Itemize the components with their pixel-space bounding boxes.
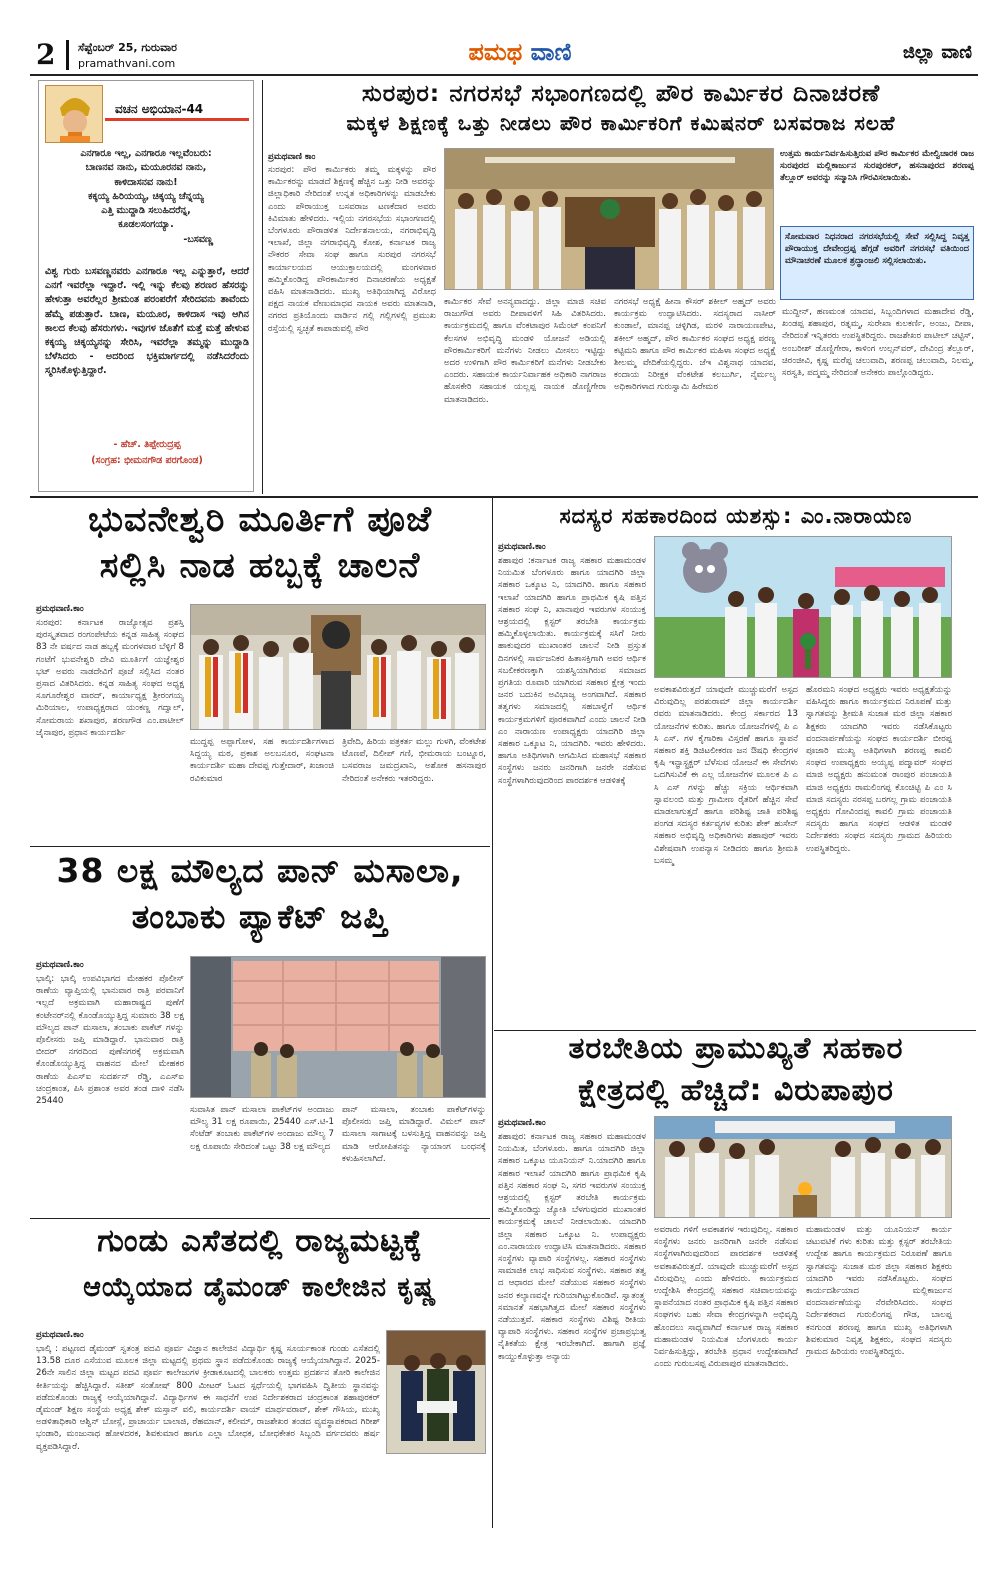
article2-col2: ಮುದ್ದಪ್ಪ ಅಪ್ಪಾಗೋಳ, ಸಹ ಕಾರ್ಯದರ್ಶಿಗಳಾದ ಸಿದ್ದಯ್ಯ ಮಠ, ಪ್ರಕಾಶ ಅಲಬನೂರ, ಸಂಘಟನಾ ಕಾರ್ಯದರ್ಶಿ ಮಹಾ ದೇವಪ್ಪ ಗುತ್ತೇದಾರ್, ಖಜಾಂಚಿ ರವಿಕುಮಾರ xyxy=(190,737,334,784)
article6-byline: ಪ್ರಮಥವಾಣಿ.ಕಾಂ xyxy=(498,1118,546,1128)
article1-headline-1: ಸುರಪುರ: ನಗರಸಭೆ ಸಭಾಂಗಣದಲ್ಲಿ ಪೌರ ಕಾರ್ಮಿಕರ ದಿನಾಚರಣೆ xyxy=(361,79,881,107)
article3-byline: ಪ್ರಮಥವಾಣಿ.ಕಾಂ xyxy=(36,960,84,970)
page-number: 2 xyxy=(36,38,56,71)
poem-line: ಬಾಣನವ ನಾನು, ಮಯೂರನವ ನಾನು, xyxy=(85,162,207,174)
poem-author: -ಬಸವಣ್ಣ xyxy=(183,233,213,245)
vachana-poem xyxy=(43,147,249,247)
article3-photo xyxy=(190,956,486,1098)
poem-line: ಎನಗಾರೂ ಇಲ್ಲ, ಎನಗಾರೂ ಇಲ್ಲವೆಂಬರು: xyxy=(80,148,212,159)
article5-col3: ಹೊರಮನಿ ಸಂಘದ ಅಧ್ಯಕ್ಷರು ಇವರು ಅಧ್ಯಕ್ಷತೆಯನ್ನು ವಹಿಸಿದ್ದರು ಹಾಗೂ ಕಾರ್ಯಕ್ರಮದ ನಿರೂಪಣೆ ಮತ್ತು ಸ್ವಾಗತವನ್ನು ಶ್ರೀಮತಿ ಸುಜಾತ ಮಠ ಜಿಲ್ಲಾ ಸಹಕಾರ ಶಿಕ್ಷಕರು ಯಾದಗಿರಿ ಇವರು ನಡೆಸಿಕೊಟ್ಟರು ವಂದನಾರ್ಪಣೆಯನ್ನು ಸಂಘದ ಕಾರ್ಯದರ್ಶಿ ಬೀರಪ್ಪ ಪೂಜಾರಿ ಮುಖ್ಯ ಅತಿಥಿಗಳಾಗಿ ಶರಣಪ್ಪ ಕಾವಲಿ ಸಂಘದ ಉಪಾಧ್ಯಕ್ಷರು ಅಯ್ಯಪ್ಪ ಪದ್ಮಾವರ್ ಸಂಘದ ಮಾಜಿ ಅಧ್ಯಕ್ಷರು ಹನುಮಂತ ರಾಂಪುರ ಪಂಚಾಯತಿ ಮಾಜಿ ಅಧ್ಯಕ್ಷರು ರಾಮಲಿಂಗಪ್ಪ ಕೊಂಚಿಟ್ಟಿ ಪಿ ಎಂ ಸಿ ಮಾಜಿ ಸದಸ್ಯರು ನರಸಪ್ಪ ಬರಗಲ್ಲ ಗ್ರಾಮ ಪಂಚಾಯತಿ ಅಧ್ಯಕ್ಷರು ಗೋವಿಂದಪ್ಪ ಕಾವಲಿ ಗ್ರಾಮ ಪಂಚಾಯತಿ ಸದಸ್ಯರು ಹಾಗೂ ಸಂಘದ ಆಡಳಿತ ಮಂಡಳಿ ನಿರ್ದೇಶಕರು ಸಂಘದ ಸದಸ್ಯರು ಗ್ರಾಮದ ಹಿರಿಯರು ಉಪಸ್ಥಿತರಿದ್ದರು. xyxy=(806,685,952,854)
article-rule xyxy=(30,1218,490,1219)
article6-photo xyxy=(654,1116,952,1218)
newspaper-name xyxy=(420,38,620,66)
article1-col1: ಸುರಪುರ: ಪೌರ ಕಾರ್ಮಿಕರು ತಮ್ಮ ಮಕ್ಕಳನ್ನು ಪೌರ ಕಾರ್ಮಿಕರನ್ನು ಮಾಡದೆ ಶಿಕ್ಷಣಕ್ಕೆ ಹೆಚ್ಚಿನ ಒತ್ತು ನೀಡಿ ಅವರನ್ನು ಜಿಲ್ಲಾಧಿಕಾರಿ ನೇರಿದಂತೆ ಉನ್ನತ ಅಧಿಕಾರಿಗಳನ್ನು ಮಾಡಬೇಕು ಎಂದು ಪೌರಾಯುಕ್ತ ಬಸವರಾಜ ಟಣಕೆದಾರ ಅವರು ಕಿವಿಮಾತು ಹೇಳಿದರು. ಇಲ್ಲಿಯ ನಗರಸಭೆಯ ಸಭಾಂಗಣದಲ್ಲಿ ಬೆಂಗಳೂರು ಪೌರಾಡಳಿತ ನಿರ್ದೇಶನಾಲಯ, ನಗರಾಭಿವೃದ್ಧಿ ಇಲಾಖೆ, ಜಿಲ್ಲಾ ನಗರಾಭಿವೃದ್ಧಿ ಕೋಶ, ಕರ್ನಾಟಕ ರಾಜ್ಯ ನೌಕರರ ಸೇವಾ ಸಂಘ ಹಾಗೂ ಸುರಪುರ ನಗರಸಭೆ ಕಾರ್ಯಾಲಯದ ಆಯುಕ್ತಾಲಯದಲ್ಲಿ ಮಂಗಳವಾರ ಹಮ್ಮಿಕೊಂಡಿದ್ದ ಪೌರಕಾರ್ಮಿಕರ ದಿನಾಚರಣೆಯ ಅಧ್ಯಕ್ಷತೆ ವಹಿಸಿ ಮಾತನಾಡಿದರು. ಮುಖ್ಯ ಅತಿಥಿಯಾಗಿದ್ದ ವಿರೋಧ ಪಕ್ಷದ ನಾಯಕ ವೇಣುಮಾಧವ ನಾಯಕ ಅವರು ಮಾತನಾಡಿ, ನಗರದ ಪ್ರತಿಯೊಂದು ವಾರ್ಡಿನ ಗಲ್ಲಿ ಗಲ್ಲಿಗಳಲ್ಲಿ ಪ್ರಮುಖ ರಸ್ತೆಯಲ್ಲಿ ಸ್ವಚ್ಛತೆ ಕಾಪಾಡುವಲ್ಲಿ ಪೌರ xyxy=(268,165,436,334)
article1-col-b: ಕಾರ್ಮಿಕರ ಸೇವೆ ಅನನ್ಯವಾದದ್ದು. ಜಿಲ್ಲಾ ಮಾಜಿ ಸಚಿವ ರಾಜುಗೌಡ ಅವರು ದೀಪಾವಳಿಗೆ ಸಿಹಿ ವಿತರಿಸಿದರು. ಕಾರ್ಯಕ್ರಮದಲ್ಲಿ ಹಾಗೂ ವೆಂಕಟಾಪುರ ಸಿಮೆಂಟ್ ಕಂಪನಿಗೆ ಕೆಲಸಗಳ ಅಭಿವೃದ್ಧಿ ಮಂಡಳಿ ಯೋಜನೆ ಅಡಿಯಲ್ಲಿ ಪೌರಕಾರ್ಮಿಕರಿಗೆ ಮನೆಗಳು ನೀಡಲು ಮೀಸಲು ಇಟ್ಟಿದ್ದು ಅದರ ಉಳಿಗಾಗಿ ಪೌರ ಕಾರ್ಮಿಕರಿಗೆ ಮನೆಗಳು ನೀಡಬೇಕು ಎಂದರು. ಸಹಾಯಕ ಕಾರ್ಯನಿರ್ವಾಹಕ ಅಧಿಕಾರಿ ನಾಗರಾಜ ಹೊಸಕೇರಿ ಸಹಾಯಕ ಯಲ್ಲಪ್ಪ ನಾಯಕ ಡೊಣ್ಣಿಗೇರಾ ಮಾತನಾಡಿದರು. xyxy=(444,297,606,405)
masthead-rule xyxy=(30,74,978,76)
vachana-writer: - ಹೆಚ್. ತಿಪ್ಪೇರುದ್ರಪ್ಪ xyxy=(113,439,181,450)
article1-col-c: ನಗರಸಭೆ ಅಧ್ಯಕ್ಷೆ ಹೀನಾ ಕೌಸರ್ ಶಕೀಲ್ ಅಹ್ಮದ್ ಅವರು ಕಾರ್ಯಕ್ರಮ ಉದ್ಘಾಟಿಸಿದರು. ಸದಸ್ಯರಾದ ನಾಸೀರ್ ಕುಂಡಾಲೆ, ಮಾನಪ್ಪ ಚಳ್ಳಿಗಿಡ, ಮರಳಿ ನಾರಾಯಣಪೇಟ, ಶಕೀಲ್ ಅಹ್ಮದ್, ಪೌರ ಕಾರ್ಮಿಕರ ಸಂಘದ ಅಧ್ಯಕ್ಷ ಪರಣ್ಣ ಕಟ್ಟಿಮನಿ ಹಾಗೂ ಪೌರ ಕಾರ್ಮಿಕರ ಮಹಿಳಾ ಸಂಘದ ಅಧ್ಯಕ್ಷೆ ಶೀಲಮ್ಮ ವೇದಿಕೆಯಲ್ಲಿದ್ದರು. ಜೆಇ ವಿಶ್ವನಾಥ ಯಾದವ, ಕಂದಾಯ ನಿರೀಕ್ಷಕ ವೆಂಕಟೇಶ ಕಲಬುರ್ಗಿ, ನೈರ್ಮಲ್ಯ ಅಧಿಕಾರಿಗಳಾದ ಗುರುಸ್ವಾಮಿ ಹಿರೇಮಠ xyxy=(614,297,776,393)
center-column-rule xyxy=(492,498,493,1528)
article6-col2: ಅವರಾರು ಗಳಿಗೆ ಅವಕಾಶಗಳ ಇರುವುದಿಲ್ಲ. ಸಹಕಾರ ಸಂಸ್ಥೆಗಳು ಜನರು ಜನರಿಗಾಗಿ ಜನರೇ ನಡೆಸುವ ಸಂಸ್ಥೆಗಳಾಗಿರುವುದರಿಂದ ಪಾರದರ್ಶಕ ಆಡಳಿತಕ್ಕೆ ಅವಕಾಶವಿರುತ್ತದೆ. ಯಾವುದೇ ಮುಚ್ಚುಮರೆಗೆ ಅಸ್ಪದ ವಿರುವುದಿಲ್ಲ ಎಂದು ಹೇಳಿದರು. ಕಾರ್ಯಕ್ರಮದ ಉದ್ದೇಶಿಸಿ ಕೇಂದ್ರದಲ್ಲಿ ಸಹಕಾರ ಸಚಿವಾಲಯವನ್ನು ಸ್ಥಾಪನೆಯಾದ ನಂತರ ಪ್ರಾಥಮಿಕ ಕೃಷಿ ಪತ್ತಿನ ಸಹಕಾರ ಸಂಘಗಳು ಬಹು ಸೇವಾ ಕೇಂದ್ರಗಳನ್ನಾಗಿ ಅಭಿವೃದ್ಧಿ ಹೊಂದಲು ಸಾಧ್ಯವಾಗಿದೆ ಕರ್ನಾಟಕ ರಾಜ್ಯ ಸಹಕಾರ ಮಹಾಮಂಡಳ ನಿಯಮಿತ ಬೆಂಗಳೂರು ಕಾರ್ಯ ನಿರ್ವಹಿಸುತ್ತಿದ್ದು, ತರಬೇತಿ ಪ್ರಧಾನ ಉದ್ದೇಶವಾಗಿದೆ ಎಂದು ಗುರುಬಸಪ್ಪ ವಿರುಪಾಪುರ ಮಾತನಾಡಿದರು. xyxy=(654,1225,798,1370)
article1-side-text: ಉತ್ತಮ ಕಾರ್ಯನಿರ್ವಹಿಸುತ್ತಿರುವ ಪೌರ ಕಾರ್ಮಿಕರ ಮೇಲ್ವಿಚಾರಕ ರಾಜ ಸುರಪುರದ ಮಲ್ಲಿಕಾರ್ಜುನ ಸುರಪುರಕರ್, ಹಸನಾಪುರದ ಶರಣಪ್ಪ ತೆಲ್ಲೂರ್ ಅವರನ್ನು ಸನ್ಮಾನಿಸಿ ಗೌರವಿಸಲಾಯಿತು. xyxy=(780,149,974,184)
article4-byline: ಪ್ರಮಥವಾಣಿ.ಕಾಂ xyxy=(36,1330,84,1340)
masthead xyxy=(30,36,978,74)
article2-headline-2: ಸಲ್ಲಿಸಿ ನಾಡ ಹಬ್ಬಕ್ಕೆ ಚಾಲನೆ xyxy=(99,546,421,586)
article-rule xyxy=(30,846,490,847)
article3-col3: ಪಾನ್ ಮಸಾಲಾ, ತಂಬಾಕು ಪಾಕೆಟ್‌ಗಳನ್ನು ಪೊಲೀಸರು ಜಪ್ತಿ ಮಾಡಿದ್ದಾರೆ. ವಿಮಲ್ ಪಾನ್ ಮಸಾಲಾ ಸಾಗಾಟಕ್ಕೆ ಬಳಸುತ್ತಿದ್ದ ವಾಹನವನ್ನು ಜಪ್ತಿ ಮಾಡಿ ಆರೋಪಿತನನ್ನು ನ್ಯಾಯಾಂಗ ಬಂಧನಕ್ಕೆ ಕಳುಹಿಸಲಾಗಿದೆ. xyxy=(342,1105,486,1164)
article5-col1: ಶಹಾಪುರ :ಕರ್ನಾಟಕ ರಾಜ್ಯ ಸಹಕಾರ ಮಹಾಮಂಡಳ ನಿಯಮಿತ ಬೆಂಗಳೂರು ಹಾಗೂ ಯಾದಗಿರಿ ಜಿಲ್ಲಾ ಸಹಕಾರ ಒಕ್ಕೂಟ ನಿ, ಯಾದಗಿರಿ. ಹಾಗೂ ಸಹಕಾರ ಇಲಾಖೆ ಯಾದಗಿರಿ ಹಾಗೂ ಪ್ರಾಥಮಿಕ ಕೃಷಿ ಪತ್ತಿನ ಸಹಕಾರ ಸಂಘ ನಿ, ಖಾನಾಪುರ ಇವರುಗಳ ಸಂಯುಕ್ತ ಆಶ್ರಯದಲ್ಲಿ ಕ್ಲಸ್ಟರ್ ತರಬೇತಿ ಕಾರ್ಯಕ್ರಮ ಹಮ್ಮಿಕೊಳ್ಳಲಾಯಿತು. ಕಾರ್ಯಕ್ರಮಕ್ಕೆ ಸಸಿಗೆ ನೀರು ಹಾಕುವುದರ ಮುಖಾಂತರ ಚಾಲನೆ ನೀಡಿ ಪ್ರಸ್ತುತ ದಿನಗಳಲ್ಲಿ ಸಾರ್ವಜನಿಕರ ಹಿತಾಸಕ್ತಿಗಾಗಿ ಅವರ ಆರ್ಥಿಕ ಸಬಲೀಕರಣಕ್ಕಾಗಿ ಯಶಸ್ವಿಯಾಗಿರುವ ಸಮಾಜದ ಪ್ರಗತಿಯ ರೂವಾರಿ ಯಾಗಿರುವ ಸಹಕಾರ ಕ್ಷೇತ್ರ ಇಂದು ಜನರ ಬದುಕಿನ ಅವಿಭಾಜ್ಯ ಅಂಗವಾಗಿದೆ. ಸಹಕಾರ ತತ್ವಗಳು ಸಮಾಜದಲ್ಲಿ ಸಹಬಾಳ್ವೆಗೆ ಆರ್ಥಿಕ ಕಾರ್ಯಕ್ರಮಗಳಿಗೆ ಪೂರಕವಾಗಿದೆ ಎಂದು ಚಾಲನೆ ನೀಡಿ ಎಂ ನಾರಾಯಣ ಉಪಾಧ್ಯಕ್ಷರು ಯಾದಗಿರಿ ಜಿಲ್ಲಾ ಸಹಕಾರ ಒಕ್ಕೂಟ ನಿ, ಯಾದಗಿರಿ. ಇವರು ಹೇಳಿದರು. ಹಾಗೂ ಅತಿಥಿಗಳಾಗಿ ಆಗಮಿಸಿದ ಮಹಾಸಭೆ ಸಹಕಾರ ಸಂಸ್ಥೆಗಳು ಜನರು ಜನರಿಗಾಗಿ ಜನರೇ ನಡೆಸುವ ಸಂಸ್ಥೆಗಳಾಗಿರುವುದರಿಂದ ಪಾರದರ್ಶಕ ಆಡಳಿತಕ್ಕೆ xyxy=(498,556,646,786)
article4-body: ಭಾಲ್ಕಿ : ಪಟ್ಟಣದ ಡೈಮಂಡ್ ಸ್ವತಂತ್ರ ಪದವಿ ಪೂರ್ವ ವಿಜ್ಞಾನ ಕಾಲೇಜಿನ ವಿದ್ಯಾರ್ಥಿ ಕೃಷ್ಣ ಸೂರ್ಯಕಾಂತ ಗುಂಡು ಎಸೆತದಲ್ಲಿ 13.58 ದೂರ ಎಸೆಯುವ ಮೂಲಕ ಜಿಲ್ಲಾ ಮಟ್ಟದಲ್ಲಿ ಪ್ರಥಮ ಸ್ಥಾನ ಪಡೆದುಕೊಂಡು ರಾಜ್ಯಕ್ಕೆ ಆಯ್ಕೆಯಾಗಿದ್ದಾನೆ. 2025-26ನೇ ಸಾಲಿನ ಜಿಲ್ಲಾ ಮಟ್ಟದ ಪದವಿ ಪೂರ್ವ ಕಾಲೇಜುಗಳ ಕ್ರೀಡಾಕೂಟದಲ್ಲಿ ಬಾಲಕರು ಉತ್ತಮ ಪ್ರದರ್ಶನ ತೋರಿ ಕಾಲೇಜಿನ ಕೀರ್ತಿಯನ್ನು ಹೆಚ್ಚಿಸಿದ್ದಾರೆ. ಸತೀಶ್ ಸಂತೋಷ್ 800 ಮೀಟರ್ ಓಟದ ಸ್ಪರ್ಧೆಯಲ್ಲಿ ಭಾಗವಹಿಸಿ ದ್ವಿತೀಯ ಸ್ಥಾನವನ್ನು ಪಡೆದುಕೊಂಡು ರಾಜ್ಯಕ್ಕೆ ಆಯ್ಕೆಯಾಗಿದ್ದಾನೆ. ವಿದ್ಯಾರ್ಥಿಗಳ ಈ ಸಾಧನೆಗೆ ಉಪ ನಿರ್ದೇಶಕರಾದ ಚಂದ್ರಕಾಂತ ಶಹಾಪುರಕರ್ ಡೈಮಂಡ್ ಶಿಕ್ಷಣ ಸಂಸ್ಥೆಯ ಅಧ್ಯಕ್ಷ ಶೇಕ್ ಮಸ್ತಾನ್ ವಲಿ, ಕಾರ್ಯದರ್ಶಿ ವಾಯ್ ಮಾರ್ಥವರಾವ್, ಶೇಕ್ ಗೌಸಿಯ, ಮುಖ್ಯ ಅಡಳಿತಾಧಿಕಾರಿ ಆಶ್ವಿನ್ ಬೋಸ್ಲೆ, ಪ್ರಾಚಾರ್ಯ ಬಾಲಾಜಿ, ರೆಹಮಾನ್, ಕಲೀಮ್, ರಾಜಶೇಖರ ತಂಡದ ವ್ಯವಸ್ಥಾಪಕರಾದ ಗಿರೀಶ್ ಭಂಡಾರಿ, ಮಂಜುನಾಥ ಹೋಳದರಕ, ಶಿವಕುಮಾರ ಹಾಗೂ ಎಲ್ಲಾ ಬೋಧಕ, ಬೋಧಕೇತರ ಸಿಬ್ಬಂದಿ ವರ್ಗದವರು ಹರ್ಷ ವ್ಯಕ್ತಪಡಿಸಿದ್ದಾರೆ. xyxy=(36,1344,380,1452)
article1-col-d: ಮುದ್ದೀನ್, ಹಣಮಂತ ಯಾದವ, ಸಿಬ್ಬಂದಿಗಳಾದ ಮಹಾದೇವ ರೆಡ್ಡಿ, ಖಂಡಪ್ಪ ಶಹಾಪುರ, ರತ್ನಮ್ಮ, ಸುರೇಖಾ ಕುಲಕರ್ಣಿ, ಅಂಜು, ದೀಪಾ, ನೇರಿದಂತೆ ಇನ್ನಿತರರು ಉಪಸ್ಥಿತರಿದ್ದರು. ರಾಜಶೇಖರ ಪಾಟೀಲ್ ಚಟ್ಟಿಸ್, ಅಂಬರೀಶ್ ಡೊಣ್ಣಿಗೇರಾ, ಕಾಳಿಂಗ ಉಲ್ಸನ್‌ವರ್, ದೇವಿಂದ್ರ ತೆಲ್ಲೂರ್, ಚಿರಂಜೀವಿ, ಕೃಷ್ಣ ಮರೆಪ್ಪ ಚಲುವಾದಿ, ಶರಣಪ್ಪ ಚಲುವಾದಿ, ನಿಲಮ್ಮ, ಸರಸ್ವತಿ, ಪದ್ಮಮ್ಮ ನೇರಿದಂತೆ ಅನೇಕರು ಪಾಲ್ಗೊಂಡಿದ್ದರು. xyxy=(782,307,974,379)
poem-line: ಎತ್ತಿ ಮುದ್ದಾಡಿ ಸಲುಹಿದರೆನ್ನ, xyxy=(101,205,191,216)
section-title: ಜಿಲ್ಲಾ ವಾಣಿ xyxy=(902,42,972,63)
poem-line: ಕಾಳಿದಾಸನವ ನಾನು! xyxy=(114,176,178,188)
article1-headline-2: ಮಕ್ಕಳ ಶಿಕ್ಷಣಕ್ಕೆ ಒತ್ತು ನೀಡಲು ಪೌರ ಕಾರ್ಮಿಕರಿಗೆ ಕಮಿಷನರ್ ಬಸವರಾಜ ಸಲಹೆ xyxy=(346,111,896,135)
poem-line: ಕಕ್ಕಯ್ಯ ಹಿರಿಯಯ್ಯ, ಚಿಕ್ಕಯ್ಯ ಚೆನ್ನಯ್ಯ xyxy=(88,190,204,202)
article2-headline-1: ಭುವನೇಶ್ವರಿ ಮೂರ್ತಿಗೆ ಪೂಜೆ xyxy=(88,500,432,540)
article5-byline: ಪ್ರಮಥವಾಣಿ.ಕಾಂ xyxy=(498,542,546,552)
website-url[interactable]: pramathvani.com xyxy=(78,57,176,70)
newspaper-name-part2: ವಾಣಿ xyxy=(530,38,572,66)
vachana-explanation: ವಿಶ್ವ ಗುರು ಬಸವಣ್ಣನವರು ಎನಗಾರೂ ಇಲ್ಲ ಎನ್ನುತ್ತಾರೆ, ಆದರೆ ಎನಗೆ ಇವರೆಲ್ಲಾ ಇದ್ದಾರೆ. ಇಲ್ಲಿ ಇನ್ನು ಕೆಲವು ಶರಣರ ಹೆಸರನ್ನು ಹೇಳುತ್ತಾ ಅವರೆಲ್ಲರ ಶ್ರೀಮಂತ ಪರಂಪರೆಗೆ ಸೇರಿದವನು ತಾವೆಂದು ಹೆಮ್ಮೆ ಪಡುತ್ತಾರೆ. ಬಾಣ, ಮಯೂರ, ಕಾಳಿದಾಸ ಇವು ಆಗಿನ ಕಾಲದ ಕೆಲವು ಹೆಸರುಗಳು. ಇವುಗಳ ಜೊತೆಗೆ ಮತ್ತೆ ಮತ್ತೆ ಹೇಳುವ ಕಕ್ಕಯ್ಯ ಚಿಕ್ಕಯ್ಯನನ್ನು ಸೇರಿಸಿ, ಇವರೆಲ್ಲಾ ತಮ್ಮನ್ನು ಮುದ್ದಾಡಿ ಬೆಳೆಸಿದರು - ಅದರಿಂದ ಭಕ್ತಿಮಾರ್ಗದಲ್ಲಿ ನಡೆಸಿದರೆಂದು ಸ್ಮರಿಸಿಕೊಳ್ಳುತ್ತಿದ್ದಾರೆ. xyxy=(45,266,249,377)
article4-headline-1: ಗುಂಡು ಎಸೆತದಲ್ಲಿ ರಾಜ್ಯಮಟ್ಟಕ್ಕೆ xyxy=(97,1223,423,1259)
masthead-divider xyxy=(66,40,69,70)
article1-byline: ಪ್ರಮಥವಾಣಿ ಕಾಂ xyxy=(268,152,316,162)
article2-col3: ತ್ರಿವೇದಿ, ಹಿರಿಯ ಪತ್ರಕರ್ತ ಮಲ್ಲು ಗುಳಗಿ, ವೆಂಕಟೇಶ ಟೊಣಪೆ, ದಿಲೀಪ್ ಗಣಿ, ಭೀಮರಾಯ ಬಂಟ್ನೂರ, ಬಸವರಾಜ ಜಮದ್ರಖಾನಿ, ಅಶೋಕ ಹಸನಾಪುರ ನೇರಿದಂತೆ ಅನೇಕರು ಇತರರಿದ್ದರು. xyxy=(342,737,486,784)
article2-photo xyxy=(190,604,486,730)
basavanna-portrait xyxy=(45,85,103,143)
article3-col1: ಭಾಲ್ಕಿ: ಭಾಲ್ಕಿ ಉಪವಿಭಾಗದ ಮೇಹಕರ ಪೊಲೀಸ್ ಠಾಣೆಯ ವ್ಯಾಪ್ತಿಯಲ್ಲಿ ಭಾನುವಾರ ರಾತ್ರಿ ಪರವಾನಿಗೆ ಇಲ್ಲದೆ ಅಕ್ರಮವಾಗಿ ಮಹಾರಾಷ್ಟ್ರದ ಪುಣೆಗೆ ಕಂಟೇನರ್‌ನಲ್ಲಿ ಕೊಂಡೊಯ್ಯುತ್ತಿದ್ದ ಸುಮಾರು 38 ಲಕ್ಷ ಮೌಲ್ಯದ ಪಾನ್ ಮಸಾಲಾ, ತಂಬಾಕು ಪಾಕೆಟ್ ಗಳನ್ನು ಪೊಲೀಸರು ಜಪ್ತಿ ಮಾಡಿದ್ದಾರೆ. ಭಾನುವಾರ ರಾತ್ರಿ ಬೀದರ್ ನಗರದಿಂದ ಪುಣೆನಗರಕ್ಕೆ ಅಕ್ರಮವಾಗಿ ಕೊಂಡೊಯ್ಯುತ್ತಿದ್ದ ವಾಹನದ ಮೇಲೆ ಮೇಹಕರ ಠಾಣೆಯ ಪಿಎಸ್ಐ ಸುದರ್ಶನ್ ರೆಡ್ಡಿ, ಎಎಸ್ಐ ಚಂದ್ರಕಾಂತ, ಪಿಸಿ ಪ್ರಶಾಂತ ಅವರ ತಂಡ ದಾಳಿ ನಡೆಸಿ 25440 xyxy=(36,974,184,1107)
article5-headline: ಸದಸ್ಯರ ಸಹಕಾರದಿಂದ ಯಶಸ್ಸು: ಎಂ.ನಾರಾಯಣ xyxy=(559,504,913,528)
article2-byline: ಪ್ರಮಥವಾಣಿ.ಕಾಂ xyxy=(36,604,84,614)
article5-col2: ಅವಕಾಶವಿರುತ್ತದೆ ಯಾವುದೇ ಮುಚ್ಚುಮರೆಗೆ ಅಸ್ಪದ ವಿರುವುದಿಲ್ಲ ಪರಶುರಾಮ್ ಜಿಲ್ಲಾ ಕಾರ್ಯದರ್ಶಿ ರವರು ಮಾತನಾಡಿದರು. ಕೇಂದ್ರ ಸರ್ಕಾರದ 13 ಯೋಜನೆಗಳ ಕುರಿತು. ಹಾಗೂ ಯೋಜನೆಗಳಲ್ಲಿ ಪಿ ಎ ಸಿ ಎಸ್. ಗಳ ಕೈಗಾರಿಕಾ ವಿಸ್ತರಣೆ ಹಾಗೂ ಸ್ಥಾಪನೆ ಸಹಕಾರ ಶಕ್ತಿ ಡಿಜಿಟಲೀಕರಣ ಜನ ಔಷಧಿ ಕೇಂದ್ರಗಳ ಕೃಷಿ ಇನ್ಫ್ರಾಸ್ಟ್ರಕ್ಚರ್ ಬೆಳೆಸುವ ಯೋಜನೆ ಈ ಸೇವೆಗಳು ಒದಗಿಸುವಿಕೆ ಈ ಎಲ್ಲ ಯೋಜನೆಗಳ ಮೂಲಕ ಪಿ ಎ ಸಿ ಎಸ್ ಗಳನ್ನು ಹೆಚ್ಚು ಸಕ್ರಿಯ ಆರ್ಥಿಕವಾಗಿ ಸ್ವಾವಲಂಬಿ ಮತ್ತು ಗ್ರಾಮೀಣ ರೈತರಿಗೆ ಹೆಚ್ಚಿನ ಸೇವೆ ಮಾಡಲಾಗುತ್ತದೆ ಹಾಗೂ ಪರಿಶಿಷ್ಟ ಜಾತಿ ಪರಿಶಿಷ್ಟ ಪಂಗಡ ಸದಸ್ಯರ ಕರ್ತವ್ಯಗಳ ಕುರಿತು ಶೇಕ್ ಹುಸೇನ್ ಸಹಕಾರ ಅಭಿವೃದ್ಧಿ ಅಧಿಕಾರಿಗಳು ಶಹಾಪುರ್ ಇವರು ವಿಶೇಷವಾಗಿ ಉಪನ್ಯಾಸ ನೀಡಿದರು ಹಾಗೂ ಶ್ರೀಮತಿ ಬಸಮ್ಮ xyxy=(654,685,798,866)
article1-side-box: ಸೋಮವಾರ ನಿಧನರಾದ ನಗರಸಭೆಯಲ್ಲಿ ಸೇವೆ ಸಲ್ಲಿಸಿದ್ದ ನಿವೃತ್ತ ಪೌರಾಯುಕ್ತ ದೇವೇಂದ್ರಪ್ಪ ಹೆಗ್ಗಡೆ ಅವರಿಗೆ ನಗರಸಭೆ ವತಿಯಿಂದ ಮೌನಾಚರಣೆ ಮೂಲಕ ಶ್ರದ್ಧಾಂಜಲಿ ಸಲ್ಲಿಸಲಾಯಿತು. xyxy=(780,226,974,300)
article6-col3: ಮಹಾಮಂಡಳ ಮತ್ತು ಯೂನಿಯನ್ ಕಾರ್ಯ ಚಟುವಟಿಕೆ ಗಳು ಕುರಿತು ಮತ್ತು ಕ್ಲಸ್ಟರ್ ತರಬೇತಿಯ ಉದ್ದೇಶ ಹಾಗೂ ಕಾರ್ಯಕ್ರಮದ ನಿರೂಪಣೆ ಹಾಗೂ ಸ್ವಾಗತವನ್ನು ಸುಜಾತ ಮಠ ಜಿಲ್ಲಾ ಸಹಕಾರ ಶಿಕ್ಷಕರು ಯಾದಗಿರಿ ಇವರು ನಡೆಸಿಕೊಟ್ಟರು. ಸಂಘದ ಕಾರ್ಯದರ್ಶಿಯಾದ ಮಲ್ಲಿಕಾರ್ಜುನ ವಂದನಾರ್ಪಣೆಯನ್ನು ನೆರವೇರಿಸಿದರು. ಸಂಘದ ನಿರ್ದೇಶಕರಾದ ಗುರುಲಿಂಗಪ್ಪ ಗೌಡ, ಬಾಲಪ್ಪ ಕನಗುಂಡ ಶರಣಪ್ಪ ಹಾಗೂ ಮುಖ್ಯ ಅತಿಥಿಗಳಾಗಿ ಶಿವಕುಮಾರ ನಿವೃತ್ತ ಶಿಕ್ಷಕರು, ಸಂಘದ ಸದಸ್ಯರು ಗ್ರಾಮದ ಹಿರಿಯರು ಉಪಸ್ಥಿತರಿದ್ದರು. xyxy=(806,1225,952,1358)
section-rule xyxy=(30,496,978,498)
issue-date: ಸೆಪ್ಟೆಂಬರ್ 25, ಗುರುವಾರ xyxy=(78,41,177,54)
article5-photo xyxy=(654,536,952,678)
article6-headline-2: ಕ್ಷೇತ್ರದಲ್ಲಿ ಹೆಚ್ಚಿದೆ: ವಿರುಪಾಪುರ xyxy=(578,1073,894,1108)
article3-col2: ಸುವಾಸಿತ ಪಾನ್ ಮಸಾಲಾ ಪಾಕೆಟ್‌ಗಳ ಅಂದಾಜು ಮೌಲ್ಯ 31 ಲಕ್ಷ ರೂಪಾಯಿ, 25440 ಎಸ್.ಟಿ-1 ಸೆಂಟೆಡ್ ತಂಬಾಕು ಪಾಕೆಟ್‌ಗಳ ಅಂದಾಜು ಮೌಲ್ಯ 7 ಲಕ್ಷ ರೂಪಾಯಿ ಸೇರಿದಂತೆ ಒಟ್ಟು 38 ಲಕ್ಷ ಮೌಲ್ಯದ xyxy=(190,1105,334,1152)
article6-headline-1: ತರಬೇತಿಯ ಪ್ರಾಮುಖ್ಯತೆ ಸಹಕಾರ xyxy=(568,1031,904,1066)
column-rule xyxy=(262,80,263,494)
vachana-box xyxy=(38,80,254,492)
article2-col1: ಸುರಪುರ: ಕರ್ನಾಟಕ ರಾಜ್ಯೋತ್ಸವ ಪ್ರಶಸ್ತಿ ಪುರಸ್ಕೃತವಾದ ರಂಗಂಪೇಟೆಯ ಕನ್ನಡ ಸಾಹಿತ್ಯ ಸಂಘದ 83 ನೇ ವರ್ಷದ ನಾಡ ಹಬ್ಬಕ್ಕೆ ಮಂಗಳವಾರ ಬೆಳ್ಳಿಗೆ 8 ಗಂಟೆಗೆ ಭುವನೇಶ್ವರಿ ದೇವಿ ಮೂರ್ತಿಗೆ ಯಜ್ಞೇಶ್ವರ ಭಟ್ ಅವರು ನಾಡದೇವಿಗೆ ಪೂಜೆ ಸಲ್ಲಿಸಿದ ನಂತರ ಪ್ರಸಾದ ವಿತರಿಸಿದರು. ಕನ್ನಡ ಸಾಹಿತ್ಯ ಸಂಘದ ಅಧ್ಯಕ್ಷ ಸೂಗೂರೇಶ್ವರ ವಾರದ್, ಕಾರ್ಯಾಧ್ಯಕ್ಷ ಶ್ರೀರಂಗಯ್ಯ ಮಿರಿಯಾಲ, ಉಪಾಧ್ಯಕ್ಷರಾದ ಯಂಕಣ್ಣ ಗದ್ವಾಲ್, ಸೋಮರಾಯ ಶಖಾಪುರ, ಶರಣಗೌಡ ಎಂ.ಪಾಟೀಲ್ ಜೈನಾಪುರ, ಪ್ರಧಾನ ಕಾರ್ಯದರ್ಶಿ xyxy=(36,618,184,738)
vachana-compiler: (ಸಂಗ್ರಹ: ಭೀಮನಗೌಡ ಪರಗೊಂಡ) xyxy=(91,455,203,466)
poem-line: ಕೂಡಲಸಂಗಯ್ಯಾ. xyxy=(118,219,174,231)
article6-col1: ಶಹಾಪುರ: ಕರ್ನಾಟಕ ರಾಜ್ಯ ಸಹಕಾರ ಮಹಾಮಂಡಳ ನಿಯಮಿತ, ಬೆಂಗಳೂರು. ಹಾಗೂ ಯಾದಗಿರಿ ಜಿಲ್ಲಾ ಸಹಕಾರ ಒಕ್ಕೂಟ ಯೂನಿಯನ್ ನಿ.ಯಾದಗಿರಿ ಹಾಗೂ ಸಹಕಾರ ಇಲಾಖೆ ಯಾದಗಿರಿ ಹಾಗೂ ಪ್ರಾಥಮಿಕ ಕೃಷಿ ಪತ್ತಿನ ಸಹಕಾರ ಸಂಘ ನಿ, ಸಗರ ಇವರುಗಳ ಸಂಯುಕ್ತ ಆಶ್ರಯದಲ್ಲಿ ಕ್ಲಸ್ಟರ್ ತರಬೇತಿ ಕಾರ್ಯಕ್ರಮ ಹಮ್ಮಿಕೊಂಡಿದ್ದು ಜ್ಯೋತಿ ಬೆಳಗುವುದರ ಮುಖಾಂತರ ಕಾರ್ಯಕ್ರಮಕ್ಕೆ ಚಾಲನೆ ನೀಡಲಾಯಿತು. ಯಾದಗಿರಿ ಜಿಲ್ಲಾ ಸಹಕಾರ ಒಕ್ಕೂಟ ನಿ. ಉಪಾಧ್ಯಕ್ಷರು ಎಂ.ನಾರಾಯಣ ಉದ್ಘಾಟಿಸಿ ಮಾತನಾಡಿದರು. ಸಹಕಾರ ಸಂಸ್ಥೆಗಳು ವ್ಯಾಪಾರಿ ಸಂಸ್ಥೆಗಳಲ್ಲ. ಸಹಕಾರ ಸಂಸ್ಥೆಗಳು ಸಾಮಾಜಿಕ ಲಾಭ ಸಾಧಿಸುವ ಸಂಸ್ಥೆಗಳು. ಸಹಕಾರ ತತ್ವ ದ ಆಧಾರದ ಮೇಲೆ ನಡೆಯುವ ಸಹಕಾರ ಸಂಸ್ಥೆಗಳು ಜನರ ಕಲ್ಯಾಣವನ್ನೇ ಗುರಿಯಾಗಿಟ್ಟುಕೊಂಡಿವೆ. ಸ್ವಾತಂತ್ರ್ಯ ಸಮಾನತೆ ಸಹಭಾಗಿತ್ವದ ಮೇಲೆ ಸಹಕಾರ ಸಂಸ್ಥೆಗಳು ನಡೆಯುತ್ತವೆ. ಸಹಕಾರ ಸಂಸ್ಥೆಗಳು ವಿಶಿಷ್ಟ ರೀತಿಯ ವ್ಯಾಪಾರಿ ಸಂಸ್ಥೆಗಳು. ಸಹಕಾರ ಸಂಸ್ಥೆಗಳ ಪ್ರಜಾಪ್ರಭುತ್ವ ನೈತಿಕತೆಯ ಕ್ಷೇತ್ರ ಇರಬೇಕಾಗಿದೆ. ಹಾಗಾಗಿ ಪ್ರಜ್ಞೆ ಕಾಯ್ದುಕೊಳ್ಳುತ್ತಾ ಅನ್ಯಾಯ xyxy=(498,1132,646,1362)
vachana-header: ವಚನ ಅಭಿಯಾನ-44 xyxy=(105,99,249,121)
article1-photo xyxy=(444,148,774,290)
article4-headline-2: ಆಯ್ಕೆಯಾದ ಡೈಮಂಡ್ ಕಾಲೇಜಿನ ಕೃಷ್ಣ xyxy=(83,1272,437,1303)
newspaper-name-part1: ಪಮಥ xyxy=(468,38,523,66)
article3-headline-1: 38 ಲಕ್ಷ ಮೌಲ್ಯದ ಪಾನ್ ಮಸಾಲಾ, xyxy=(56,851,464,890)
article3-headline-2: ತಂಬಾಕು ಪ್ಯಾಕೆಟ್ ಜಪ್ತಿ xyxy=(131,897,389,936)
